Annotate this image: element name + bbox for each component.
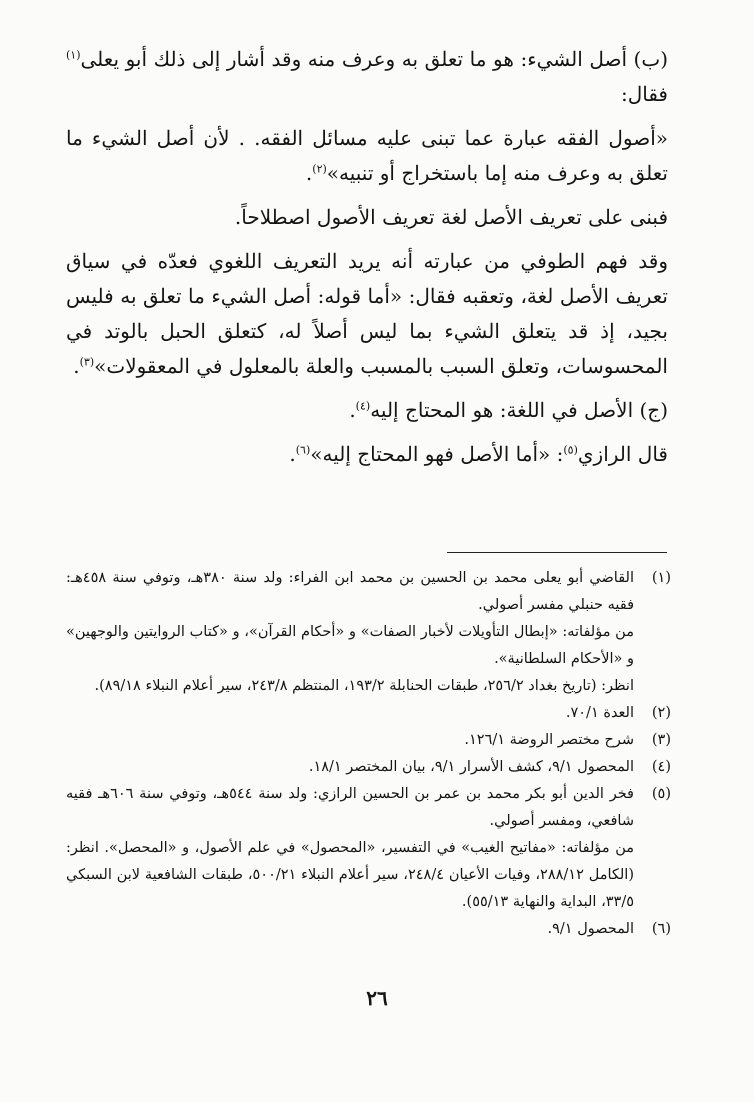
footnote-text: القاضي أبو يعلى محمد بن الحسين بن محمد ابن الفراء: ولد سنة ٣٨٠هـ، وتوفي سنة ٤٥٨هـ: فقيه حنبلي مفسر أصولي. [66, 570, 634, 613]
paragraph-text: وقد فهم الطوفي من عبارته أنه يريد التعريف اللغوي فعدّه في سياق تعريف الأصل لغة، وتعقبه فقال: «أما قوله: أصل الشيء ما تعلق به فليس بجيد، إذ قد يتعلق الشيء بما ليس أصلاً له، كتعلق الحبل بالوتد في المحسوسات، وتعلق السبب بالمسبب والعلة بالمعلول في المعقولات» [66, 249, 668, 378]
footnote [66, 700, 671, 727]
footnote-text: من مؤلفاته: «مفاتيح الغيب» في التفسير، «المحصول» في علم الأصول، و «المحصل». انظر: (الكامل ٢٨٨/١٢، وفيات الأعيان ٢٤٨/٤، سير أعلام النبلاء ٥٠٠/٢١، طبقات الشافعية لابن السبكي ٣٣/٥، البداية والنهاية ٥٥/١٣). [66, 840, 634, 910]
footnote-text: فخر الدين أبو بكر محمد بن عمر بن الحسين الرازي: ولد سنة ٥٤٤هـ، وتوفي سنة ٦٠٦هـ فقيه شافعي، ومفسر أصولي. [66, 786, 634, 829]
paragraph-text: . [349, 398, 356, 422]
footnote-text: انظر: (تاريخ بغداد ٢٥٦/٢، طبقات الحنابلة ١٩٣/٢، المنتظم ٢٤٣/٨، سير أعلام النبلاء ٨٩/١٨). [94, 678, 634, 694]
footnote-ref: (٢) [312, 162, 327, 176]
paragraph-text: «أصول الفقه عبارة عما تبنى عليه مسائل الفقه. . لأن أصل الشيء ما تعلق به وعرف منه إما باستخراج أو تنبيه» [66, 126, 668, 185]
page-number: ٢٦ [366, 986, 388, 1010]
paragraph-quote-abu-yala [66, 121, 668, 191]
footnote-number: (٤) [651, 759, 671, 775]
footnote-body [66, 781, 634, 916]
footnote-body [66, 727, 634, 754]
footnote [66, 916, 671, 943]
footnote-body [66, 754, 634, 781]
footnote-ref: (٦) [295, 443, 311, 457]
paragraph-text: قال الرازي [577, 442, 668, 466]
main-text [66, 42, 668, 472]
paragraph-text: : «أما الأصل فهو المحتاج إليه» [310, 442, 564, 466]
footnote-text: المحصول ٩/١، كشف الأسرار ٩/١، بيان المختصر ١٨/١. [308, 759, 634, 775]
footnote-number: (١) [651, 570, 671, 586]
paragraph-text: (ب) أصل الشيء: هو ما تعلق به وعرف منه وقد أشار إلى ذلك أبو يعلى [80, 47, 668, 71]
footnote-number: (٥) [651, 786, 671, 802]
paragraph-text: . [305, 161, 313, 185]
paragraph-text: فقال: [620, 82, 668, 106]
footnote [66, 781, 671, 916]
footnote [66, 565, 671, 700]
footnote-ref: (٤) [355, 399, 371, 413]
paragraph-tufi [66, 244, 668, 384]
footnote-number: (٢) [651, 705, 671, 721]
footnote-body [66, 700, 634, 727]
paragraph-b-definition [66, 42, 668, 112]
footnote-ref: (٣) [79, 355, 95, 369]
footnote-text: من مؤلفاته: «إبطال التأويلات لأخبار الصفات» و «أحكام القرآن»، و «كتاب الروايتين والوجهين» و «الأحكام السلطانية». [66, 624, 634, 667]
paragraph-text: . [73, 354, 80, 378]
footnote [66, 727, 671, 754]
footnote-text: المحصول ٩/١. [547, 921, 634, 937]
footnote-number: (٦) [651, 921, 671, 937]
footnote [66, 754, 671, 781]
footnote-body [66, 565, 634, 700]
footnote-text: العدة ٧٠/١. [565, 705, 634, 721]
paragraph-text: . [289, 442, 296, 466]
paragraph-c-definition [66, 393, 668, 428]
footnote-ref: (١) [66, 48, 81, 62]
paragraph-text: (ج) الأصل في اللغة: هو المحتاج إليه [370, 398, 668, 422]
footnotes [66, 565, 671, 943]
footnote-number: (٣) [651, 732, 671, 748]
footnote-separator [447, 552, 667, 553]
footnote-text: شرح مختصر الروضة ١٢٦/١. [464, 732, 634, 748]
paragraph-razi [66, 437, 668, 472]
footnote-body [66, 916, 634, 943]
paragraph-conclusion: فبنى على تعريف الأصل لغة تعريف الأصول اصطلاحاً. [234, 205, 668, 229]
footnote-ref: (٥) [563, 443, 578, 457]
